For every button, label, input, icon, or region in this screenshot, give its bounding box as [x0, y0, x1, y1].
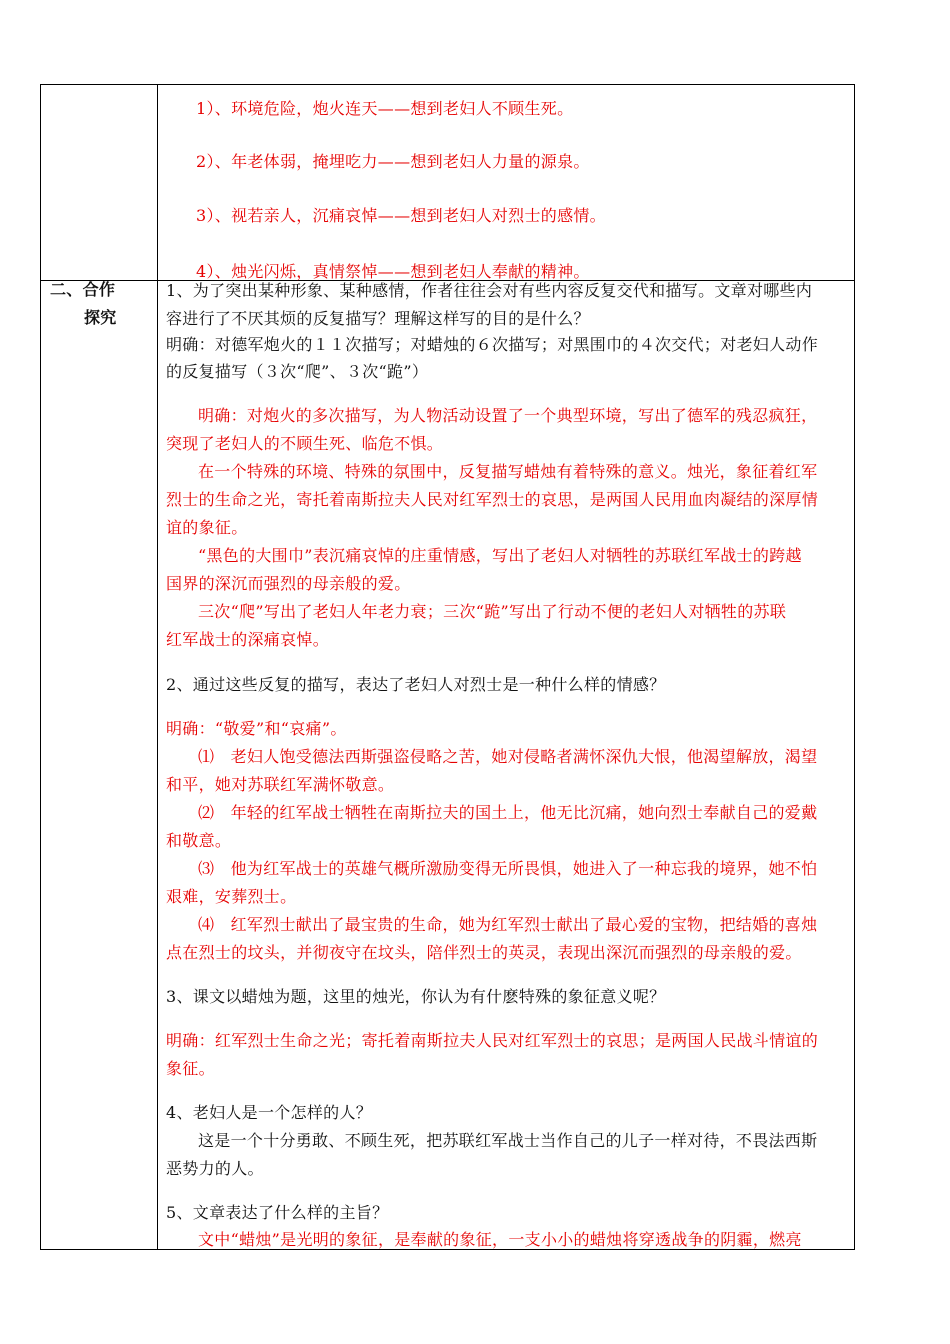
q1-line-1: 1、为了突出某种形象、某种感情，作者往往会对有些内容反复交代和描写。文章对哪些内 — [166, 281, 813, 300]
q1-answer-3: 在一个特殊的环境、特殊的氛围中，反复描写蜡烛有着特殊的意义。烛光，象征着红军 — [198, 462, 818, 481]
q3-answer-1: 明确：红军烈士生命之光；寄托着南斯拉夫人民对红军烈士的哀思；是两国人民战斗情谊的 — [166, 1031, 819, 1050]
q4-answer-2: 恶势力的人。 — [166, 1159, 264, 1178]
section-label-line2: 探究 — [84, 308, 117, 327]
section-label-line1: 二、合作 — [50, 280, 116, 299]
q2-answer-9: 点在烈士的坟头，并彻夜守在坟头，陪伴烈士的英灵，表现出深沉而强烈的母亲般的爱。 — [166, 943, 802, 962]
q1-answer-2: 突现了老妇人的不顾生死、临危不惧。 — [166, 434, 444, 453]
q2-answer-8: ⑷ 红军烈士献出了最宝贵的生命，她为红军烈士献出了最心爱的宝物，把结婚的喜烛 — [198, 915, 818, 934]
table-left-border — [40, 84, 41, 1250]
q5-answer-1: 文中“蜡烛”是光明的象征，是奉献的象征，一支小小的蜡烛将穿透战争的阴霾，燃亮 — [198, 1230, 802, 1249]
q3-question: 3、课文以蜡烛为题，这里的烛光，你认为有什麽特殊的象征意义呢？ — [166, 987, 666, 1006]
q1-answer-7: 国界的深沉而强烈的母亲般的爱。 — [166, 574, 411, 593]
q3-answer-2: 象征。 — [166, 1059, 215, 1078]
q1-answer-9: 红军战士的深痛哀悼。 — [166, 630, 330, 649]
q1-answer-5: 谊的象征。 — [166, 518, 248, 537]
table-right-border — [854, 84, 855, 1250]
q1-line-2: 容进行了不厌其烦的反复描写？理解这样写的目的是什么？ — [166, 309, 590, 328]
q2-answer-5: 和敬意。 — [166, 831, 232, 850]
q2-answer-6: ⑶ 他为红军战士的英雄气概所激励变得无所畏惧，她进入了一种忘我的境界，她不怕 — [198, 859, 818, 878]
table-top-border — [40, 84, 855, 85]
q2-answer-3: 和平，她对苏联红军满怀敬意。 — [166, 775, 395, 794]
column-divider — [157, 84, 158, 1250]
q1-answer-8: 三次“爬”写出了老妇人年老力衰；三次“跪”写出了行动不便的老妇人对牺牲的苏联 — [198, 602, 787, 621]
q1-answer-1: 明确：对炮火的多次描写，为人物活动设置了一个典型环境，写出了德军的残忍疯狂， — [198, 406, 818, 425]
q2-answer-2: ⑴ 老妇人饱受德法西斯强盗侵略之苦，她对侵略者满怀深仇大恨，他渴望解放，渴望 — [198, 747, 818, 766]
row1-item-4: 4）、烛光闪烁，真情祭悼——想到老妇人奉献的精神。 — [196, 262, 590, 281]
row1-item-2: 2）、年老体弱，掩埋吃力——想到老妇人力量的源泉。 — [196, 152, 590, 171]
row1-item-1: 1）、环境危险，炮火连天——想到老妇人不顾生死。 — [196, 99, 574, 118]
q4-answer-1: 这是一个十分勇敢、不顾生死，把苏联红军战士当作自己的儿子一样对待，不畏法西斯 — [198, 1131, 818, 1150]
q1-answer-4: 烈士的生命之光，寄托着南斯拉夫人民对红军烈士的哀思，是两国人民用血肉凝结的深厚情 — [166, 490, 819, 509]
row1-item-3: 3）、视若亲人，沉痛哀悼——想到老妇人对烈士的感情。 — [196, 206, 606, 225]
q1-line-3: 明确：对德军炮火的１１次描写；对蜡烛的６次描写；对黑围巾的４次交代；对老妇人动作 — [166, 335, 819, 354]
q2-question: 2、通过这些反复的描写，表达了老妇人对烈士是一种什么样的情感？ — [166, 675, 666, 694]
q1-line-4: 的反复描写（３次“爬”、３次“跪”） — [166, 362, 429, 381]
q4-question: 4、老妇人是一个怎样的人？ — [166, 1103, 373, 1122]
q2-answer-1: 明确：“敬爱”和“哀痛”。 — [166, 719, 347, 738]
q2-answer-4: ⑵ 年轻的红军战士牺牲在南斯拉夫的国土上，他无比沉痛，她向烈士奉献自己的爱戴 — [198, 803, 818, 822]
q1-answer-6: “黑色的大围巾”表沉痛哀悼的庄重情感，写出了老妇人对牺牲的苏联红军战士的跨越 — [198, 546, 802, 565]
q5-question: 5、文章表达了什么样的主旨？ — [166, 1203, 389, 1222]
q2-answer-7: 艰难，安葬烈士。 — [166, 887, 297, 906]
